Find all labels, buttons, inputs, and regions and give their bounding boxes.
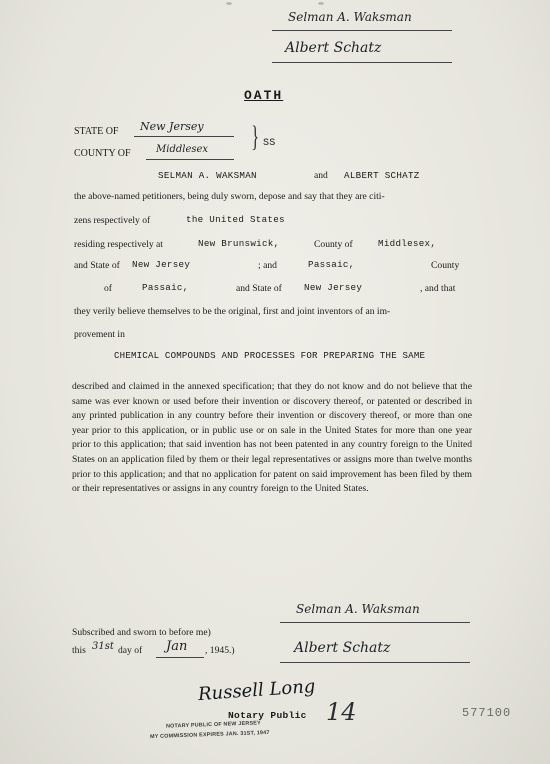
document-title: OATH — [244, 88, 284, 103]
year-label: , 1945.) — [205, 645, 235, 656]
punch-hole — [318, 2, 324, 5]
day-value: 31st — [92, 641, 114, 652]
invention-title: CHEMICAL COMPOUNDS AND PROCESSES FOR PREPARING THE SAME — [114, 350, 426, 361]
signature-line — [280, 622, 470, 623]
notary-number: 14 — [326, 698, 357, 726]
notary-title: Notary Public — [228, 710, 307, 721]
header-signature-waksman: Selman A. Waksman — [288, 10, 412, 24]
ss-label: SS — [263, 138, 276, 149]
and-state-label: and State of — [74, 260, 120, 271]
intro-line: the above-named petitioners, being duly sworn, depose and say that they are citi- — [74, 191, 385, 202]
county-of-value: Middlesex, — [378, 238, 437, 249]
state2-label: and State of — [236, 283, 282, 294]
state-fill-line — [134, 136, 234, 137]
county-fill-line — [146, 159, 234, 160]
and-label: ; and — [258, 260, 277, 271]
serial-number: 577100 — [462, 706, 512, 720]
residing-value: New Brunswick, — [198, 238, 280, 249]
petitioner-1: SELMAN A. WAKSMAN — [158, 170, 257, 181]
notary-stamp-line-2: MY COMMISSION EXPIRES JAN. 31ST, 1947 — [149, 729, 270, 741]
subscribed-line: Subscribed and sworn to before me) — [72, 627, 211, 638]
punch-hole — [226, 2, 232, 5]
this-label: this — [72, 645, 86, 656]
signature-line — [272, 62, 452, 63]
county-of-label: County of — [314, 239, 353, 250]
county2-value: Passaic, — [142, 282, 189, 293]
citizens-label: zens respectively of — [74, 215, 151, 226]
of-label: of — [104, 283, 112, 294]
signature-line — [272, 30, 452, 31]
oath-body-paragraph: described and claimed in the annexed specification; that they do not know and do not believe that the same was ever known or used before their invention or discovery thereof, or patented or described in any printed publication in any country before their invention or discovery thereof, or more than one year prior to this application, or in public use or on sale in the United States for more than one year prior to this application; that said invention has not been patented in any country foreign to the United States on an application filed by them or their legal representatives or assigns more than twelve months prior to this application; and that no application for patent on said improvement has been filed by them or their representatives or assigns in any country foreign to the United States. — [72, 381, 472, 495]
city2-value: Passaic, — [308, 259, 355, 270]
county-word: County — [431, 260, 460, 271]
month-fill-line — [156, 657, 204, 658]
residing-label: residing respectively at — [74, 239, 163, 250]
signature-line — [280, 662, 470, 663]
and-that-label: , and that — [420, 283, 456, 294]
state2-value: New Jersey — [304, 282, 363, 293]
county-value: Middlesex — [156, 144, 209, 155]
venue-bracket: } — [251, 120, 260, 153]
petitioner-2: ALBERT SCHATZ — [344, 170, 420, 181]
day-label: day of — [118, 645, 143, 656]
notary-stamp-line-1: NOTARY PUBLIC OF NEW JERSEY — [165, 720, 261, 730]
notary-signature: Russell Long — [197, 675, 317, 706]
and-state-value: New Jersey — [132, 259, 191, 270]
believe-line: they verily believe themselves to be the original, first and joint inventors of an im- — [74, 306, 391, 317]
bottom-signature-waksman: Selman A. Waksman — [296, 602, 420, 616]
state-label: STATE OF — [74, 126, 119, 137]
bottom-signature-schatz: Albert Schatz — [294, 640, 391, 656]
county-label: COUNTY OF — [74, 148, 131, 159]
month-value: Jan — [166, 639, 188, 654]
citizens-value: the United States — [186, 214, 285, 225]
state-value: New Jersey — [140, 120, 204, 133]
header-signature-schatz: Albert Schatz — [285, 40, 382, 56]
petitioners-and: and — [314, 170, 328, 181]
improvement-line: provement in — [74, 329, 125, 340]
